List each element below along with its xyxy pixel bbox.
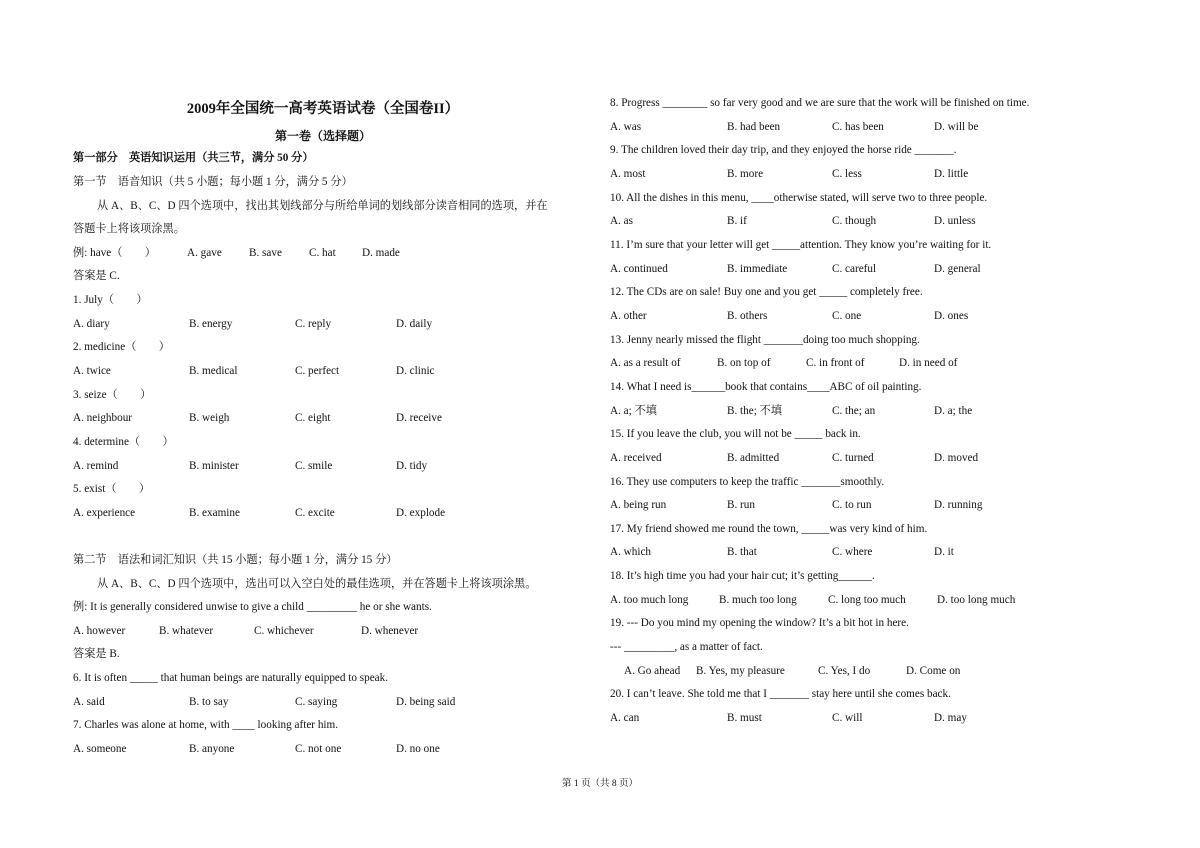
section2-example-answer: 答案是 B.	[73, 648, 120, 660]
question-stem: 7. Charles was alone at home, with ____ looking after him.	[73, 719, 339, 731]
option-a[interactable]: A. as	[610, 215, 633, 227]
example-option-c: C. whichever	[254, 625, 314, 637]
option-a[interactable]: A. remind	[73, 460, 119, 472]
option-b[interactable]: B. the; 不填	[727, 405, 783, 417]
question-options	[610, 711, 1130, 725]
question-stem: 17. My friend showed me round the town, _____was very kind of him.	[610, 523, 928, 535]
question-options	[73, 695, 593, 709]
question-options	[73, 506, 593, 520]
option-a[interactable]: A. neighbour	[73, 412, 133, 424]
question-stem: 16. They use computers to keep the traffic _______smoothly.	[610, 476, 885, 488]
option-b[interactable]: B. minister	[189, 460, 239, 472]
option-a[interactable]: A. received	[610, 452, 662, 464]
option-d[interactable]: D. tidy	[396, 460, 428, 472]
option-d[interactable]: D. Come on	[906, 665, 961, 677]
option-d[interactable]: D. moved	[934, 452, 979, 464]
option-a[interactable]: A. which	[610, 546, 652, 558]
option-b[interactable]: B. energy	[189, 318, 233, 330]
option-b[interactable]: B. more	[727, 168, 764, 180]
option-a[interactable]: A. said	[73, 696, 105, 708]
example-prefix: 例:	[73, 247, 91, 259]
option-b[interactable]: B. medical	[189, 365, 238, 377]
option-d[interactable]: D. unless	[934, 215, 976, 227]
option-a[interactable]: A. diary	[73, 318, 110, 330]
option-a[interactable]: A. Go ahead	[624, 665, 681, 677]
option-d[interactable]: D. ones	[934, 310, 969, 322]
option-c[interactable]: C. Yes, I do	[818, 665, 871, 677]
section2-example: 例: It is generally considered unwise to give a child _________ he or she wants.	[73, 601, 432, 613]
question-stem: 2. medicine（ ）	[73, 341, 170, 353]
option-c[interactable]: C. smile	[295, 460, 333, 472]
question-options	[73, 411, 593, 425]
question-stem: 11. I’m sure that your letter will get _____attention. They know you’re waiting for it.	[610, 239, 992, 251]
option-a[interactable]: A. continued	[610, 263, 668, 275]
option-b[interactable]: B. anyone	[189, 743, 235, 755]
option-c[interactable]: C. perfect	[295, 365, 340, 377]
question-options	[610, 167, 1130, 181]
option-d[interactable]: D. clinic	[396, 365, 435, 377]
example-option-c: C. hat	[309, 247, 336, 259]
question-stem: 20. I can’t leave. She told me that I _______ stay here until she comes back.	[610, 688, 951, 700]
section1-heading: 第一节 语音知识（共 5 小题；每小题 1 分，满分 5 分）	[73, 176, 353, 188]
question-options	[73, 742, 593, 756]
question-stem: 1. July（ ）	[73, 294, 148, 306]
option-c[interactable]: C. less	[832, 168, 862, 180]
option-a[interactable]: A. experience	[73, 507, 136, 519]
question-stem: 18. It’s high time you had your hair cut; it’s getting______.	[610, 570, 875, 582]
option-d[interactable]: D. in need of	[899, 357, 958, 369]
section1-example	[73, 246, 593, 260]
option-d[interactable]: D. it	[934, 546, 954, 558]
option-b[interactable]: B. had been	[727, 121, 781, 133]
question-stem: 6. It is often _____ that human beings are naturally equipped to speak.	[73, 672, 389, 684]
question-stem: 15. If you leave the club, you will not be _____ back in.	[610, 428, 861, 440]
option-a[interactable]: A. other	[610, 310, 647, 322]
option-c[interactable]: C. turned	[832, 452, 874, 464]
option-a[interactable]: A. twice	[73, 365, 111, 377]
example-option-d: D. made	[362, 247, 400, 259]
question-stem: 3. seize（ ）	[73, 389, 152, 401]
option-b[interactable]: B. much too long	[719, 594, 797, 606]
option-a[interactable]: A. as a result of	[610, 357, 681, 369]
option-c[interactable]: C. reply	[295, 318, 332, 330]
question-options	[610, 498, 1130, 512]
question-stem: 13. Jenny nearly missed the flight _______doing too much shopping.	[610, 334, 920, 346]
section2-example-options	[73, 624, 593, 638]
question-options	[73, 459, 593, 473]
option-d[interactable]: D. daily	[396, 318, 433, 330]
option-b[interactable]: B. admitted	[727, 452, 780, 464]
question-options	[610, 309, 1130, 323]
option-d[interactable]: D. may	[934, 712, 967, 724]
option-a[interactable]: A. someone	[73, 743, 127, 755]
option-d[interactable]: D. a; the	[934, 405, 973, 417]
question-options	[610, 664, 1130, 678]
question-options	[610, 214, 1130, 228]
page-footer: 第 1 页（共 8 页）	[561, 779, 638, 789]
option-a[interactable]: A. was	[610, 121, 642, 133]
question-options	[610, 262, 1130, 276]
option-d[interactable]: D. too long much	[937, 594, 1016, 606]
option-c[interactable]: C. excite	[295, 507, 335, 519]
option-c[interactable]: C. not one	[295, 743, 342, 755]
option-c[interactable]: C. long too much	[828, 594, 906, 606]
example-option-a: A. gave	[187, 247, 222, 259]
question-stem-response: --- _________, as a matter of fact.	[610, 641, 763, 653]
option-d[interactable]: D. being said	[396, 696, 456, 708]
option-d[interactable]: D. no one	[396, 743, 440, 755]
section1-example-answer: 答案是 C.	[73, 270, 120, 282]
example-option-b: B. whatever	[159, 625, 214, 637]
option-b[interactable]: B. examine	[189, 507, 240, 519]
question-options	[73, 364, 593, 378]
option-c[interactable]: C. will	[832, 712, 863, 724]
question-stem: 8. Progress ________ so far very good and we are sure that the work will be finished on time.	[610, 97, 1030, 109]
option-b[interactable]: B. weigh	[189, 412, 230, 424]
option-b[interactable]: B. to say	[189, 696, 229, 708]
question-stem: 4. determine（ ）	[73, 436, 174, 448]
option-d[interactable]: D. little	[934, 168, 969, 180]
example-word: have（ ）	[90, 247, 156, 259]
example-option-d: D. whenever	[361, 625, 419, 637]
question-stem: 14. What I need is______book that contains____ABC of oil painting.	[610, 381, 922, 393]
example-option-a: A. however	[73, 625, 126, 637]
option-b[interactable]: B. Yes, my pleasure	[696, 665, 785, 677]
section1-instructions-cont: 答题卡上将该项涂黑。	[73, 223, 185, 235]
question-stem: 5. exist（ ）	[73, 483, 151, 495]
option-d[interactable]: D. running	[934, 499, 983, 511]
option-b[interactable]: B. on top of	[717, 357, 771, 369]
page-subtitle: 第一卷（选择题）	[274, 129, 371, 143]
option-c[interactable]: C. though	[832, 215, 877, 227]
option-b[interactable]: B. immediate	[727, 263, 788, 275]
option-d[interactable]: D. will be	[934, 121, 979, 133]
question-stem: 9. The children loved their day trip, and they enjoyed the horse ride _______.	[610, 144, 957, 156]
question-stem: 19. --- Do you mind my opening the window? It’s a bit hot in here.	[610, 617, 909, 629]
question-options	[610, 404, 1130, 418]
option-a[interactable]: A. too much long	[610, 594, 689, 606]
question-options	[610, 451, 1130, 465]
option-c[interactable]: C. the; an	[832, 405, 876, 417]
question-options	[610, 545, 1130, 559]
section2-heading: 第二节 语法和词汇知识（共 15 小题；每小题 1 分，满分 15 分）	[73, 554, 398, 566]
question-stem: 12. The CDs are on sale! Buy one and you get _____ completely free.	[610, 286, 923, 298]
example-option-b: B. save	[249, 247, 282, 259]
option-a[interactable]: A. most	[610, 168, 646, 180]
section1-instructions: 从 A、B、C、D 四个选项中，找出其划线部分与所给单词的划线部分读音相同的选项，并在	[97, 200, 548, 212]
option-c[interactable]: C. one	[832, 310, 862, 322]
section2-instructions: 从 A、B、C、D 四个选项中，选出可以入空白处的最佳选项，并在答题卡上将该项涂黑。	[97, 578, 537, 590]
option-c[interactable]: C. where	[832, 546, 873, 558]
option-a[interactable]: A. a; 不填	[610, 405, 657, 417]
option-c[interactable]: C. has been	[832, 121, 884, 133]
option-d[interactable]: D. receive	[396, 412, 442, 424]
question-options	[610, 120, 1130, 134]
example-stem	[73, 246, 156, 260]
option-c[interactable]: C. eight	[295, 412, 331, 424]
option-d[interactable]: D. explode	[396, 507, 446, 519]
question-options	[610, 356, 1130, 370]
question-options	[610, 593, 1130, 607]
part1-heading: 第一部分 英语知识运用（共三节，满分 50 分）	[73, 152, 314, 164]
option-b[interactable]: B. that	[727, 546, 757, 558]
page-title: 2009年全国统一高考英语试卷（全国卷II）	[186, 101, 460, 117]
option-c[interactable]: C. in front of	[806, 357, 865, 369]
option-c[interactable]: C. careful	[832, 263, 877, 275]
option-b[interactable]: B. run	[727, 499, 755, 511]
option-d[interactable]: D. general	[934, 263, 981, 275]
option-c[interactable]: C. saying	[295, 696, 338, 708]
option-c[interactable]: C. to run	[832, 499, 872, 511]
option-b[interactable]: B. others	[727, 310, 768, 322]
question-options	[73, 317, 593, 331]
option-b[interactable]: B. if	[727, 215, 747, 227]
question-stem: 10. All the dishes in this menu, ____otherwise stated, will serve two to three people.	[610, 192, 988, 204]
option-a[interactable]: A. can	[610, 712, 640, 724]
option-a[interactable]: A. being run	[610, 499, 667, 511]
option-b[interactable]: B. must	[727, 712, 762, 724]
